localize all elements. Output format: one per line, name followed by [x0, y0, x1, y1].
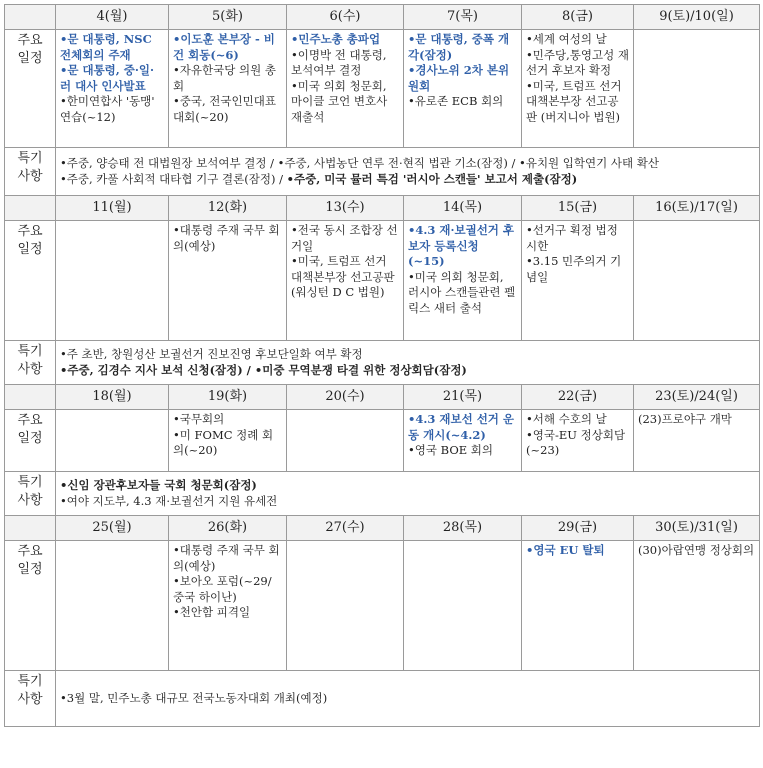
- schedule-row: [5, 410, 760, 472]
- notes-label: 특기 사항: [5, 671, 56, 727]
- header-corner: [5, 196, 56, 221]
- schedule-item: •이도훈 본부장 - 비건 회동(~6): [173, 32, 275, 62]
- day-header: 5(화): [169, 5, 287, 30]
- notes-cell: [56, 341, 760, 385]
- schedule-item: •미국 의회 청문회, 마이클 코언 변호사 재출석: [291, 78, 388, 124]
- day-header: 23(토)/24(일): [634, 385, 760, 410]
- day-header: 20(수): [287, 385, 404, 410]
- schedule-item: •4.3 재보선 선거 운동 개시(~4.2): [408, 412, 515, 442]
- notes-row: [5, 148, 760, 196]
- notes-row: [5, 472, 760, 516]
- schedule-label: 주요 일정: [5, 30, 56, 148]
- notes-row: [5, 671, 760, 727]
- schedule-item: •4.3 재·보궐선거 후보자 등록신청 (~15): [408, 223, 515, 269]
- note-item: •주중, 양승태 전 대법원장 보석여부 결정 /: [60, 155, 278, 170]
- schedule-label: 주요 일정: [5, 541, 56, 671]
- schedule-label: 주요 일정: [5, 410, 56, 472]
- note-item: •여야 지도부, 4.3 재·보궐선거 지원 유세전: [60, 493, 278, 508]
- calendar-body: [5, 5, 760, 727]
- notes-line: [60, 478, 755, 494]
- schedule-item: •중국, 전국인민대표 대회(~20): [173, 94, 276, 124]
- schedule-cell: [287, 541, 404, 671]
- day-header: 11(월): [56, 196, 169, 221]
- schedule-cell: [404, 541, 522, 671]
- day-header: 26(화): [169, 516, 287, 541]
- week-header-row: [5, 5, 760, 30]
- day-header: 19(화): [169, 385, 287, 410]
- notes-line: [60, 156, 755, 172]
- day-header: 4(월): [56, 5, 169, 30]
- schedule-cell: [169, 410, 287, 472]
- schedule-cell: [634, 30, 760, 148]
- schedule-cell: [169, 30, 287, 148]
- schedule-cell: [287, 221, 404, 341]
- schedule-cell: [634, 221, 760, 341]
- note-item: •신임 장관후보자들 국회 청문회(잠정): [60, 477, 257, 492]
- notes-cell: [56, 671, 760, 727]
- schedule-cell: [634, 541, 760, 671]
- schedule-label: 주요 일정: [5, 221, 56, 341]
- day-header: 30(토)/31(일): [634, 516, 760, 541]
- notes-line: [60, 363, 755, 379]
- note-item: •주중, 사법농단 연루 전·현직 법관 기소(잠정) /: [277, 155, 520, 170]
- notes-label: 특기 사항: [5, 341, 56, 385]
- day-header: 8(금): [522, 5, 634, 30]
- schedule-item: •천안함 피격일: [173, 605, 251, 620]
- schedule-item: •보아오 포럼(~29/ 중국 하이난): [173, 574, 272, 604]
- header-corner: [5, 385, 56, 410]
- schedule-cell: [287, 410, 404, 472]
- note-item: •미중 무역분쟁 타결 위한 정상회담(잠정): [254, 362, 467, 377]
- schedule-cell: [169, 221, 287, 341]
- schedule-item: •이명박 전 대통령, 보석여부 결정: [291, 47, 387, 78]
- schedule-cell: [56, 410, 169, 472]
- notes-label: 특기 사항: [5, 148, 56, 196]
- schedule-cell: [522, 221, 634, 341]
- day-header: 28(목): [404, 516, 522, 541]
- schedule-item: •대통령 주재 국무 회의(예상): [173, 543, 280, 573]
- schedule-cell: [522, 410, 634, 472]
- schedule-item: •영국 BOE 회의: [408, 443, 494, 458]
- schedule-cell: [634, 410, 760, 472]
- notes-row: [5, 341, 760, 385]
- note-item: •유치원 입학연기 사태 확산: [519, 155, 659, 170]
- week-header-row: [5, 516, 760, 541]
- day-header: 9(토)/10(일): [634, 5, 760, 30]
- schedule-item: •문 대통령, NSC 전체회의 주재: [60, 32, 152, 62]
- day-header: 18(월): [56, 385, 169, 410]
- note-item: •주중, 카풀 사회적 대타협 기구 결론(잠정) /: [60, 171, 287, 186]
- schedule-row: [5, 30, 760, 148]
- note-item: •주중, 미국 뮬러 특검 '러시아 스캔들' 보고서 제출(잠정): [286, 171, 578, 186]
- header-corner: [5, 5, 56, 30]
- schedule-item: •자유한국당 의원 총회: [173, 63, 276, 93]
- schedule-cell: [287, 30, 404, 148]
- day-header: 6(수): [287, 5, 404, 30]
- schedule-item: •문 대통령, 중폭 개각(잠정): [408, 32, 510, 62]
- notes-label: 특기 사항: [5, 472, 56, 516]
- weekly-schedule-table: [4, 4, 760, 727]
- day-header: 25(월): [56, 516, 169, 541]
- day-header: 14(목): [404, 196, 522, 221]
- day-header: 21(목): [404, 385, 522, 410]
- schedule-item: •서해 수호의 날: [526, 412, 607, 426]
- day-header: 29(금): [522, 516, 634, 541]
- schedule-item: •미국, 트럼프 선거 대책본부장 선고공판 (버지니아 법원): [526, 78, 622, 124]
- schedule-item: •문 대통령, 중·일·러 대사 인사발표: [60, 63, 155, 93]
- schedule-item: •미 FOMC 정례 회의(~20): [173, 427, 274, 458]
- notes-line: [60, 347, 755, 363]
- notes-cell: [56, 148, 760, 196]
- schedule-cell: [404, 221, 522, 341]
- note-item: •주중, 김경수 지사 보석 신청(잠정) /: [60, 362, 255, 377]
- schedule-item: •전국 동시 조합장 선거일: [291, 223, 398, 253]
- schedule-item: •국무회의: [173, 412, 225, 426]
- schedule-item: •미국, 트럼프 선거 대책본부장 선고공판 (워싱턴 D C 법원): [291, 254, 395, 300]
- day-header: 27(수): [287, 516, 404, 541]
- notes-line: [60, 494, 755, 510]
- schedule-item: (30)아랍연맹 정상회의: [638, 543, 755, 557]
- schedule-cell: [404, 410, 522, 472]
- day-header: 7(목): [404, 5, 522, 30]
- schedule-item: (23)프로야구 개막: [638, 412, 732, 426]
- schedule-item: •미국 의회 청문회, 러시아 스캔들관련 펠릭스 새터 출석: [408, 269, 516, 315]
- day-header: 15(금): [522, 196, 634, 221]
- schedule-row: [5, 541, 760, 671]
- schedule-cell: [522, 541, 634, 671]
- schedule-cell: [522, 30, 634, 148]
- notes-line: [60, 691, 755, 707]
- note-item: •3월 말, 민주노총 대규모 전국노동자대회 개최(예정): [60, 690, 328, 705]
- schedule-row: [5, 221, 760, 341]
- notes-cell: [56, 472, 760, 516]
- schedule-item: •3.15 민주의거 기념일: [526, 254, 622, 284]
- schedule-item: •세계 여성의 날: [526, 32, 607, 46]
- day-header: 12(화): [169, 196, 287, 221]
- schedule-cell: [56, 541, 169, 671]
- schedule-cell: [56, 30, 169, 148]
- schedule-cell: [56, 221, 169, 341]
- schedule-item: •유로존 ECB 회의: [408, 94, 504, 109]
- schedule-item: •영국-EU 정상회담 (~23): [526, 427, 626, 458]
- schedule-item: •민주당,통영고성 재선거 후보자 확정: [526, 47, 629, 78]
- day-header: 22(금): [522, 385, 634, 410]
- schedule-item: •선거구 획정 법정 시한: [526, 223, 618, 253]
- schedule-cell: [404, 30, 522, 148]
- header-corner: [5, 516, 56, 541]
- schedule-item: •한미연합사 '동맹' 연습(~12): [60, 94, 155, 124]
- week-header-row: [5, 196, 760, 221]
- schedule-item: •경사노위 2차 본위원회: [408, 63, 510, 93]
- schedule-cell: [169, 541, 287, 671]
- schedule-item: •민주노총 총파업: [291, 32, 381, 46]
- week-header-row: [5, 385, 760, 410]
- day-header: 13(수): [287, 196, 404, 221]
- day-header: 16(토)/17(일): [634, 196, 760, 221]
- schedule-item: •영국 EU 탈퇴: [526, 543, 605, 557]
- notes-line: [60, 172, 755, 188]
- note-item: •주 초반, 창원성산 보궐선거 진보진영 후보단일화 여부 확정: [60, 346, 363, 361]
- schedule-item: •대통령 주재 국무 회의(예상): [173, 223, 280, 253]
